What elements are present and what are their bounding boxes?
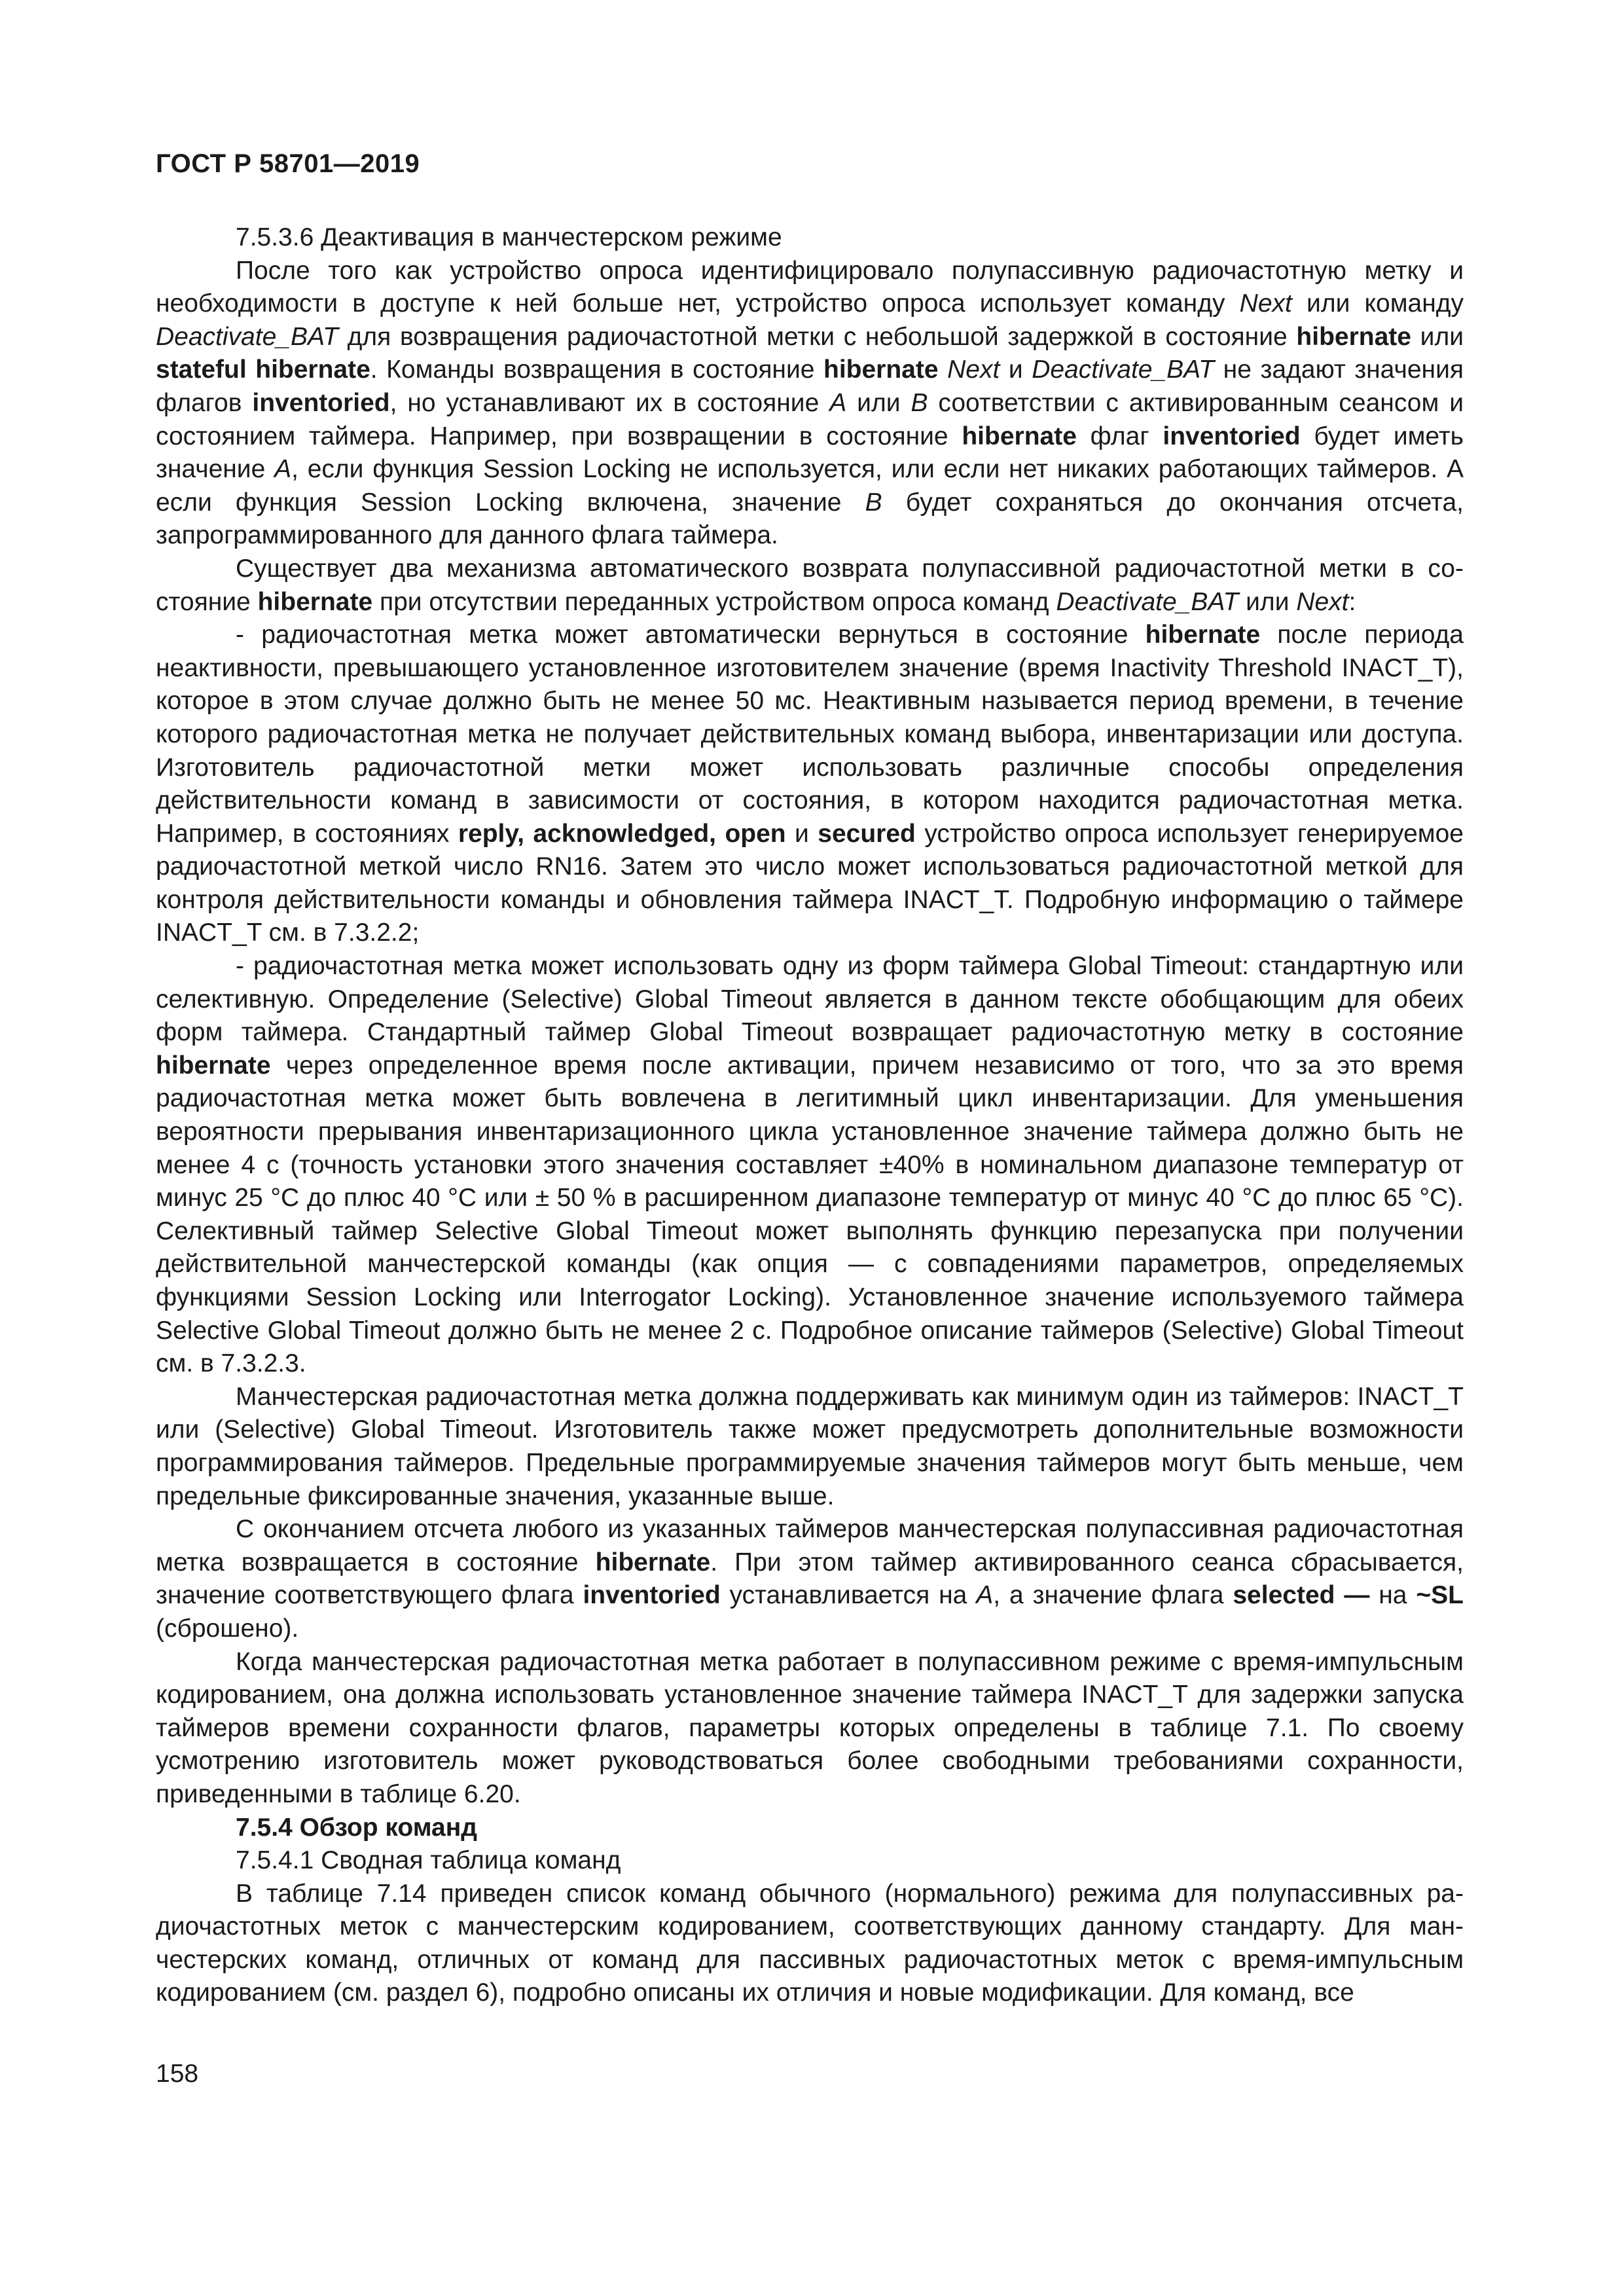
page-number: 158	[156, 2060, 199, 2088]
paragraph-6: С окончанием отсчета любого из указанных таймеров манчестерская полупассивная радиочастотная метка возвращается в состояние hibernate. При этом таймер активированного сеанса сбрасывается, значение соответствующего флага inventoried устанавливается на A, а значение флага selected — на ~SL (сброшено).	[156, 1515, 1464, 1643]
paragraph-8: В таблице 7.14 приведен список команд обычного (нормального) режима для полупассивных радиочастотных меток с манчестерским кодированием, соответствующих данному стандарту. Для манчестерских команд, отличных от команд для пассивных радиочастотных меток с время-импульсным кодированием (см. раздел 6), подробно описаны их отличия и новые модификации. Для команд, все	[156, 1879, 1464, 2007]
list-item-inactivity-timer: - радиочастотная метка может автоматически вернуться в состояние hibernate после периода неактивности, превышающего установленное изготовителем значение (время Inactivity Threshold INACT_T), которое в этом случае должно быть не менее 50 мс. Неактивным называется период времени, в течение которого радиочастотная метка не получает действительных команд выбора, инвентаризации или доступа. Изготовитель радиочастотной метки может использовать различные способы определения действительности команд в зависимости от состояния, в котором находится радиочастотная метка. Например, в состояниях reply, acknowledged, open и secured устройство опроса использует генерируемое радиочастотной меткой число RN16. Затем это число может использоваться радиочастотной меткой для контроля действительности команды и обновления таймера INACT_T. Подробную информацию о таймере INACT_T см. в 7.3.2.2;	[156, 621, 1464, 947]
section-7-5-4-title: 7.5.4 Обзор команд	[236, 1813, 478, 1842]
document-body	[156, 221, 1464, 2010]
section-7-5-3-6-title: 7.5.3.6 Деактивация в манчестерском режиме	[236, 223, 782, 251]
paragraph-2: Существует два механизма автоматического возврата полупассивной радиочастотной метки в состояние hibernate при отсутствии переданных устройством опроса команд Deactivate_BAT или Next:	[156, 554, 1464, 616]
list-item-global-timeout: - радиочастотная метка может использовать одну из форм таймера Global Timeout: стандартную или селективную. Определение (Selective) Global Timeout является в данном тексте обобщающим для обеих форм таймера. Стандартный таймер Global Timeout возвращает радиочастотную метку в состояние hibernate через определенное время после активации, причем независимо от того, что за это время радиочастотная метка может быть вовлечена в легитимный цикл инвентаризации. Для уменьшения вероятности прерывания инвентаризационного цикла установленное значение таймера должно быть не менее 4 с (точность установки этого значения составляет ±40% в номинальном диапазоне температур от минус 25 °С до плюс 40 °С или ± 50 % в расширенном диапазоне температур от минус 40 °С до плюс 65 °С). Селективный таймер Selective Global Timeout может выполнять функцию перезапуска при получении действительной манчестерской команды (как опция — с совпадениями параметров, определяемых функциями Session Locking или Interrogator Locking). Установленное значение используемого таймера Selective Global Timeout должно быть не менее 2 с. Подробное описание таймеров (Selective) Global Timeout см. в 7.3.2.3.	[156, 952, 1464, 1378]
paragraph-1: После того как устройство опроса идентифицировало полупассивную радиочастотную метку и необходимости в доступе к ней больше нет, устройство опроса использует команду Next или команду Deactivate_BAT для возвращения радиочастотной метки с небольшой задержкой в состояние hibernate или stateful hibernate. Команды возвращения в состояние hibernate Next и Deactivate_BAT не задают значения флагов inventoried, но устанавливают их в состояние A или B соответствии с активированным сеансом и состоянием таймера. Например, при возвращении в состояние hibernate флаг inventoried будет иметь значение A, если функция Session Locking не используется, или если нет никаких работающих таймеров. А если функция Session Locking включена, значение B будет сохраняться до окончания отсчета, запрограммированного для данного флага таймера.	[156, 256, 1464, 550]
document-header: ГОСТ Р 58701—2019	[156, 149, 420, 178]
paragraph-7: Когда манчестерская радиочастотная метка работает в полупассивном режиме с время-импульсным кодированием, она должна использовать установленное значение таймера INACT_T для задержки запуска таймеров времени сохранности флагов, параметры которых определены в таблице 7.1. По своему усмотрению изготовитель может руководствоваться более свободными требованиями сохранности, приведенными в таблице 6.20.	[156, 1647, 1464, 1808]
section-7-5-4-1-title: 7.5.4.1 Сводная таблица команд	[236, 1846, 621, 1875]
paragraph-5: Манчестерская радиочастотная метка должна поддерживать как минимум один из таймеров: INACT_T или (Selective) Global Timeout. Изготовитель также может предусмотреть дополнительные возможности программирования таймеров. Предельные программируемые значения таймеров могут быть меньше, чем предельные фиксированные значения, указанные выше.	[156, 1382, 1464, 1510]
